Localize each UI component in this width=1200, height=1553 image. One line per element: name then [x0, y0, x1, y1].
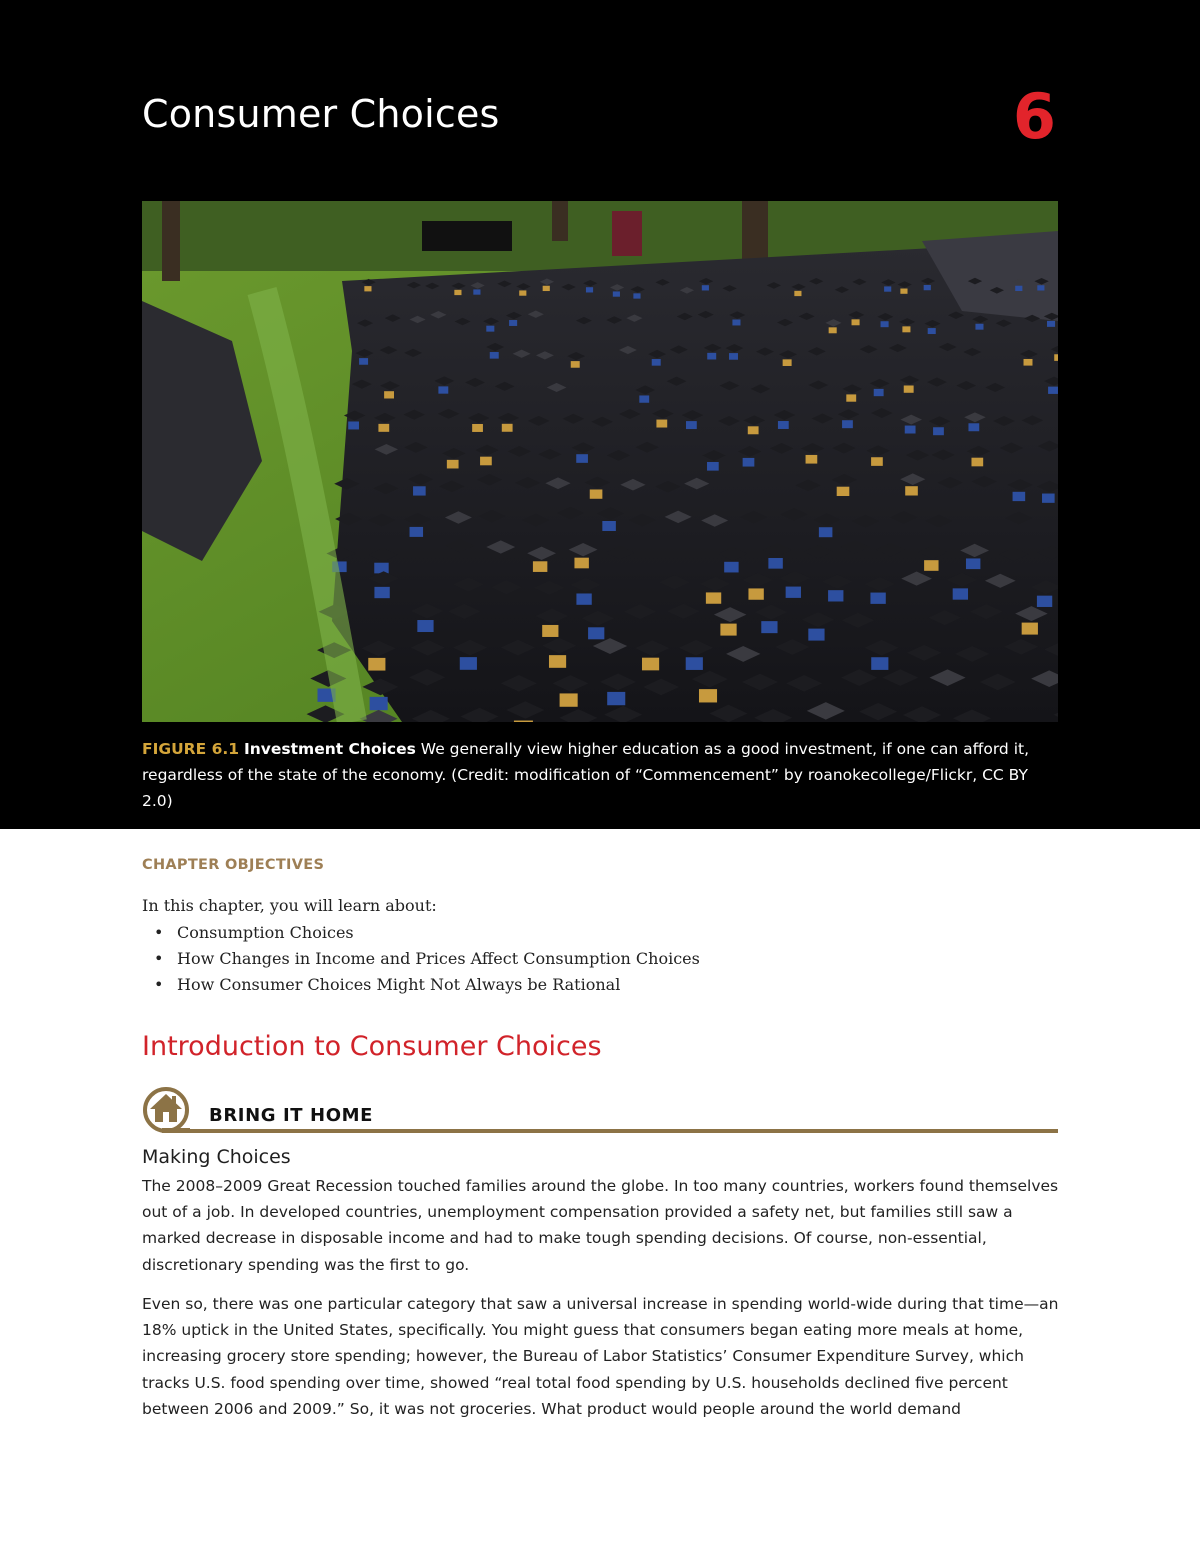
bullet-icon: •: [154, 975, 164, 994]
paragraph: The 2008–2009 Great Recession touched families around the globe. In too many countries, workers found themselves out of a job. In developed countries, unemployment compensation provided a safety net, but families still saw a marked decrease in disposable income and had to make tough spending decisions. Of course, non-essential, discretionary spending was the first to go.: [142, 1177, 1059, 1274]
objectives-list: [142, 920, 700, 998]
figure-title: Investment Choices: [243, 740, 416, 758]
objective-item: • How Changes in Income and Prices Affect Consumption Choices: [142, 946, 700, 972]
chapter-title: Consumer Choices: [142, 92, 500, 136]
figure-label: FIGURE 6.1: [142, 740, 240, 758]
bring-it-home-rule: [184, 1129, 1058, 1133]
chapter-number: 6: [1012, 80, 1056, 153]
objective-item: • Consumption Choices: [142, 920, 700, 946]
bullet-icon: •: [154, 923, 164, 942]
paragraph: Even so, there was one particular category that saw a universal increase in spending world-wide during that time—an 18% uptick in the United States, specifically. You might guess that consumers began eating more meals at home, increasing grocery store spending; however, the Bureau of Labor Statistics’ Consumer Expenditure Survey, which tracks U.S. food spending over time, showed “real total food spending by U.S. households declined five percent between 2006 and 2009.” So, it was not groceries. What product would people around the world demand: [142, 1295, 1059, 1418]
bullet-icon: •: [154, 949, 164, 968]
commencement-photo: [142, 201, 1058, 722]
bring-it-home-label: BRING IT HOME: [209, 1105, 373, 1126]
feature-subhead: Making Choices: [142, 1146, 291, 1168]
house-icon: [142, 1084, 190, 1136]
section-title: Introduction to Consumer Choices: [142, 1031, 602, 1062]
objective-item: • How Consumer Choices Might Not Always be Rational: [142, 972, 700, 998]
objectives-heading: CHAPTER OBJECTIVES: [142, 857, 325, 873]
objectives-intro: In this chapter, you will learn about:: [142, 896, 437, 915]
figure-text: We generally view higher education as a good investment, if one can afford it, regardless of the state of the economy. (Credit: modification of “Commencement” by roanokecollege/Flickr, CC BY 2.0): [142, 740, 1030, 810]
figure-caption: [142, 736, 1058, 814]
